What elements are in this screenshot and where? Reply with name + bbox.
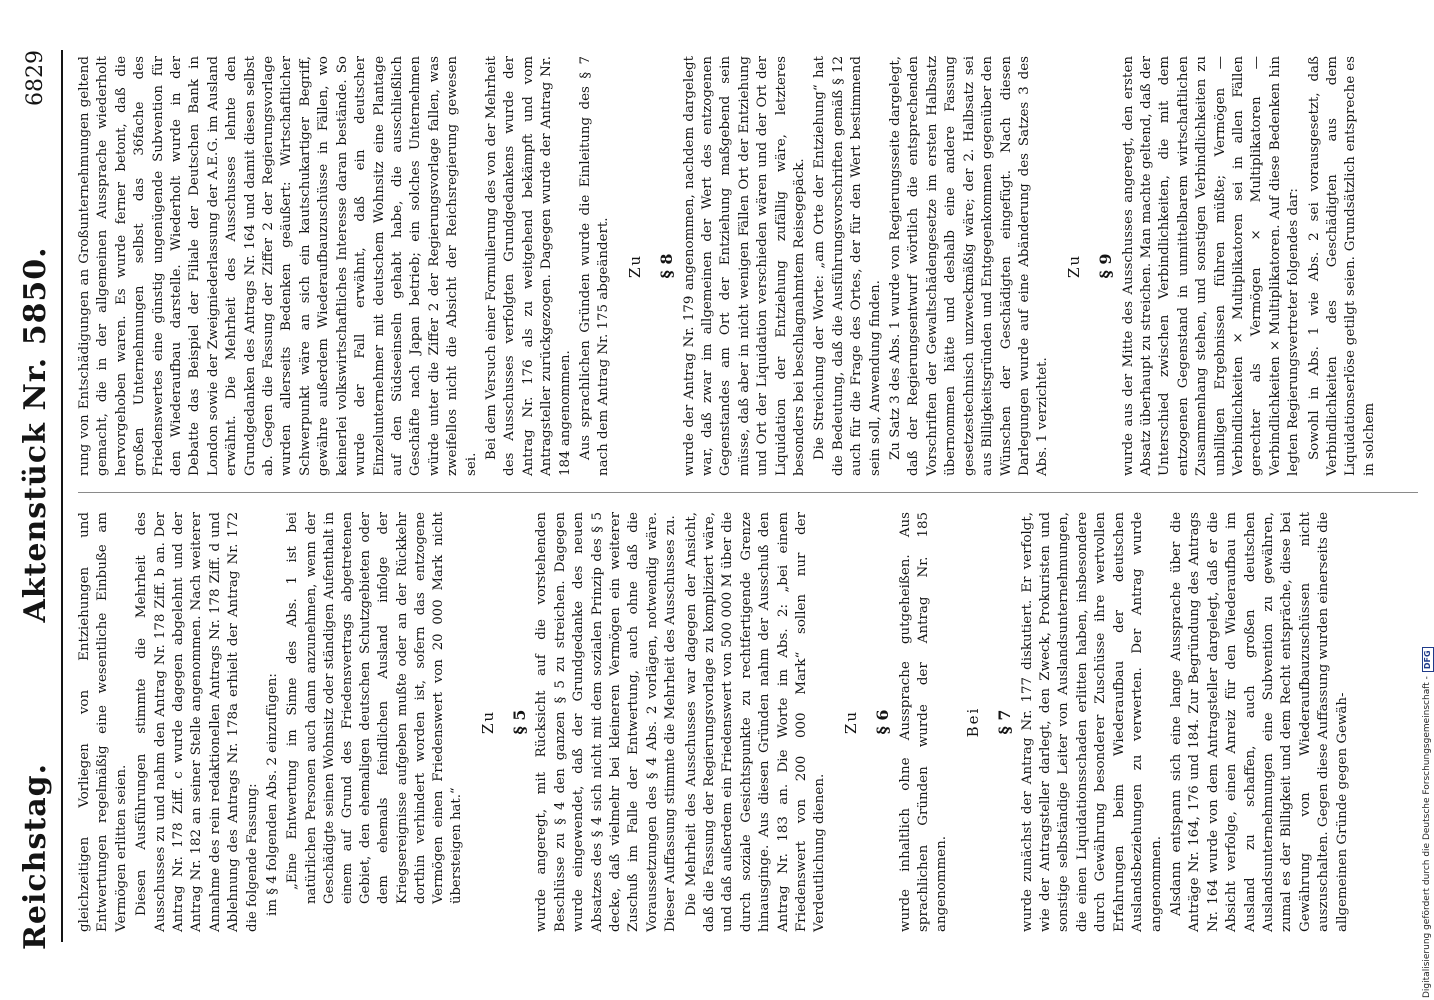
paragraph: wurde aus der Mitte des Ausschusses angeregt, den ersten Absatz überhaupt zu streichen. Man machte geltend, daß der Unterschied zwischen Verbindlichkeiten, die mit dem entzogenen Gegenstand in unmittelbarem wirtschaftlichen Zusammenhang stehen, und sonstigen Verbindlichkeiten zu unbilligen Ergebnissen führen müßte; Vermögen — Verbindlichkeiten × Multiplikatoren sei in allen Fällen gerechter als Vermögen × Multiplikatoren — Verbindlichkeiten × Multiplikatoren. Auf diese Bedenken hin legten Regierungsvertreter folgendes dar: <box>1120 56 1302 476</box>
digitization-footer <box>1421 0 1434 1000</box>
header-rule <box>61 50 63 942</box>
section-intro: Zu <box>625 253 644 279</box>
paragraph: wurde inhaltlich ohne Aussprache gutgeheißen. Aus sprachlichen Gründen wurde der Antrag Nr. 185 angenommen. <box>897 512 950 932</box>
section-heading: § 6 <box>873 709 893 735</box>
page-number: 6829 <box>23 50 48 107</box>
header-left-title: Reichstag. <box>18 762 53 950</box>
paragraph: Diesen Ausführungen stimmte die Mehrheit des Ausschusses zu und nahm den Antrag Nr. 178 Ziff. b an. Der Antrag Nr. 178 Ziff. c wurde dagegen abgelehnt und der Antrag Nr. 182 an seiner Stelle angenommen. Nach weiterer Annahme des rein redaktionellen Antrags Nr. 178 Ziff. d und Ablehnung des Antrags Nr. 178a erhielt der Antrag Nr. 172 die folgende Fassung: <box>134 512 260 932</box>
section-intro: Zu <box>841 709 860 735</box>
dfg-logo: DFG <box>1422 647 1434 672</box>
paragraph: Die Mehrheit des Ausschusses war dagegen der Ansicht, daß die Fassung der Regierungsvorlage zu kompliziert wäre, und daß außerdem ein Friedenswert von 500 000 M über die durch soziale Gesichtspunkte zu rechtfertigende Grenze hinausginge. Aus diesen Gründen nahm der Ausschuß den Antrag Nr. 183 an. Die Worte im Abs. 2: „bei einem Friedenswert von 200 000 Mark“ sollen nur der Verdeutlichung dienen. <box>683 512 828 932</box>
right-column <box>76 56 1381 476</box>
column-divider <box>78 492 1418 493</box>
paragraph: rung von Entschädigungen an Großunternehmungen geltend gemacht, die in der allgemeinen Aussprache wiederholt hervorgehoben waren. Es wurde ferner betont, daß die großen Unternehmungen selbst das 36fache des Friedenswertes eine günstig ungenügende Subvention für den Wiederaufbau darstelle. Wiederholt wurde in der Debatte das Beispiel der Filiale der Deutschen Bank in London sowie der Zweigniederlassung der A.E.G. im Ausland erwähnt. Die Mehrheit des Ausschusses lehnte den Grundgedanken des Antrags Nr. 164 und damit diesen selbst ab. Gegen die Fassung der Ziffer 2 der Regierungsvorlage wurden allerseits Bedenken geäußert: Wirtschaftlicher Schwerpunkt wäre an sich ein kautschukartiger Begriff, gewähre außerdem Wiederaufbauzuschüsse in Fällen, wo keinerlei volkswirtschaftliches Interesse daran bestände. So wurde der Fall erwähnt, daß ein deutscher Einzelunternehmer mit deutschem Wohnsitz eine Plantage auf den Südseeinseln gehabt habe, die ausschließlich Geschäfte nach Japan betrieb; ein solches Unternehmen würde unter die Ziffer 2 der Regierungsvorlage fallen, was zweifellos nicht die Absicht der Reichsregierung gewesen sei. <box>77 56 479 476</box>
paragraph: Die Streichung der Worte: „am Orte der Entziehung“ hat die Bedeutung, daß die Ausführungsvorschriften gemäß § 12 auch für die Frage des Ortes, der für den Wert bestimmend sein soll, Anwendung finden. <box>812 56 883 476</box>
paragraph: wurde der Antrag Nr. 179 angenommen, nachdem dargelegt war, daß zwar im allgemeinen der Wert des entzogenen Gegenstandes am Ort der Entziehung maßgebend sein müsse, daß aber in nicht wenigen Fällen Ort der Entziehung und Ort der Liquidation verschieden wären und der Ort der Liquidation der Entziehung zufällig wäre, letzteres besonders bei beschlagnahmtem Reisegepäck. <box>681 56 808 476</box>
paragraph: Aus sprachlichen Gründen wurde die Einleitung des § 7 nach dem Antrag Nr. 175 abgeändert. <box>577 56 612 476</box>
paragraph: gleichzeitigen Vorliegen von Entziehungen und Entwertungen regelmäßig eine wesentliche Einbuße am Vermögen erlitten seien. <box>77 512 129 932</box>
paragraph: wurde angeregt, mit Rücksicht auf die vorstehenden Beschlüsse zu § 4 den ganzen § 5 zu streichen. Dagegen wurde eingewendet, daß der Grundgedanke des neuen Absatzes des § 4 sich nicht mit dem sozialen Prinzip des § 5 decke, daß vielmehr bei kleineren Vermögen ein weiterer Zuschuß im Falle der Entwertung, auch ohne daß die Voraussetzungen des § 4 Abs. 2 vorlägen, notwendig wäre. Dieser Auffassung stimmte die Mehrheit des Ausschusses zu. <box>534 512 679 932</box>
paragraph: Alsdann entspann sich eine lange Aussprache über die Anträge Nr. 164, 176 und 184. Zur Begründung des Antrags Nr. 164 wurde von dem Antragsteller dargelegt, daß er die Absicht verfolge, einen Anreiz für den Wiederaufbau im Ausland zu schaffen, auch großen deutschen Auslandsunternehmungen eine Subvention zu gewähren, zumal es der Billigkeit und dem Recht entspräche, diese bei Gewährung von Wiederaufbauzuschüssen nicht auszuschalten. Gegen diese Auffassung wurden einerseits die allgemeinen Gründe gegen Gewäh- <box>1168 512 1350 932</box>
paragraph: Bei dem Versuch einer Formulierung des von der Mehrheit des Ausschusses verfolgten Grundgedankens wurde der Antrag Nr. 176 als zu weitgehend bekämpft und vom Antragsteller zurückgezogen. Dagegen wurde der Antrag Nr. 184 angenommen. <box>483 56 573 476</box>
paragraph: im § 4 folgenden Abs. 2 einzufügen: <box>265 673 281 916</box>
section-intro: Zu <box>1064 253 1083 279</box>
left-column <box>76 512 1354 932</box>
section-heading: § 5 <box>509 709 529 735</box>
section-heading: § 8 <box>657 253 677 279</box>
paragraph: Zu Satz 3 des Abs. 1 wurde von Regierungsseite dargelegt, daß der Regierungsentwurf wörtlich die entsprechenden Vorschriften der Gewaltschädengesetze im ersten Halbsatz übernommen hätte und deshalb eine andere Fassung gesetzestechnisch unzweckmäßig wäre; der 2. Halbsatz sei aus Billigkeitsgründen und Entgegenkommen gegenüber den Wünschen der Geschädigten eingefügt. Nach diesen Darlegungen wurde auf eine Abänderung des Satzes 3 des Abs. 1 verzichtet. <box>888 56 1051 476</box>
section-intro: Bei <box>963 706 982 738</box>
paragraph: Sowohl in Abs. 1 wie Abs. 2 sei vorausgesetzt, daß Verbindlichkeiten des Geschädigten aus dem Liquidationserlöse getilgt seien. Grundsätzlich entspreche es in solchem <box>1306 56 1377 476</box>
quoted-provision <box>284 512 466 904</box>
section-heading: § 7 <box>995 709 1015 735</box>
section-intro: Zu <box>478 709 497 735</box>
paragraph: wurde zunächst der Antrag Nr. 177 diskutiert. Er verfolgt, wie der Antragsteller darlegt, den Zweck, Prokuristen und sonstige selbständige Leiter von Auslandsunternehmungen, die einen Liquidationsschaden erlitten haben, insbesondere durch Gewährung besonderer Zuschüsse ihre wertvollen Erfahrungen beim Wiederaufbau der deutschen Auslandsbeziehungen zu verwerten. Der Antrag wurde angenommen. <box>1019 512 1164 932</box>
footer-credit: Digitalisierung gefördert durch die Deutsche Forschungsgemeinschaft - <box>1422 676 1432 998</box>
section-heading: § 9 <box>1096 253 1116 279</box>
quote-text: „Eine Entwertung im Sinne des Abs. 1 ist bei natürlichen Personen auch dann anzunehmen, wenn der Geschädigte seinen Wohnsitz oder ständigen Aufenthalt in einem auf Grund des Friedensvertrags abgetretenen Gebiet, den ehemaligen deutschen Schutzgebieten oder dem ehemals feindlichen Ausland infolge der Kriegsereignisse aufgeben mußte oder an der Rückkehr dorthin verhindert worden ist, sofern das entzogene Vermögen einen Friedenswert von 20 000 Mark nicht übersteigen hat.“ <box>285 512 465 904</box>
running-head <box>10 50 54 950</box>
header-right-title: Aktenstück Nr. 5850. <box>18 246 53 623</box>
